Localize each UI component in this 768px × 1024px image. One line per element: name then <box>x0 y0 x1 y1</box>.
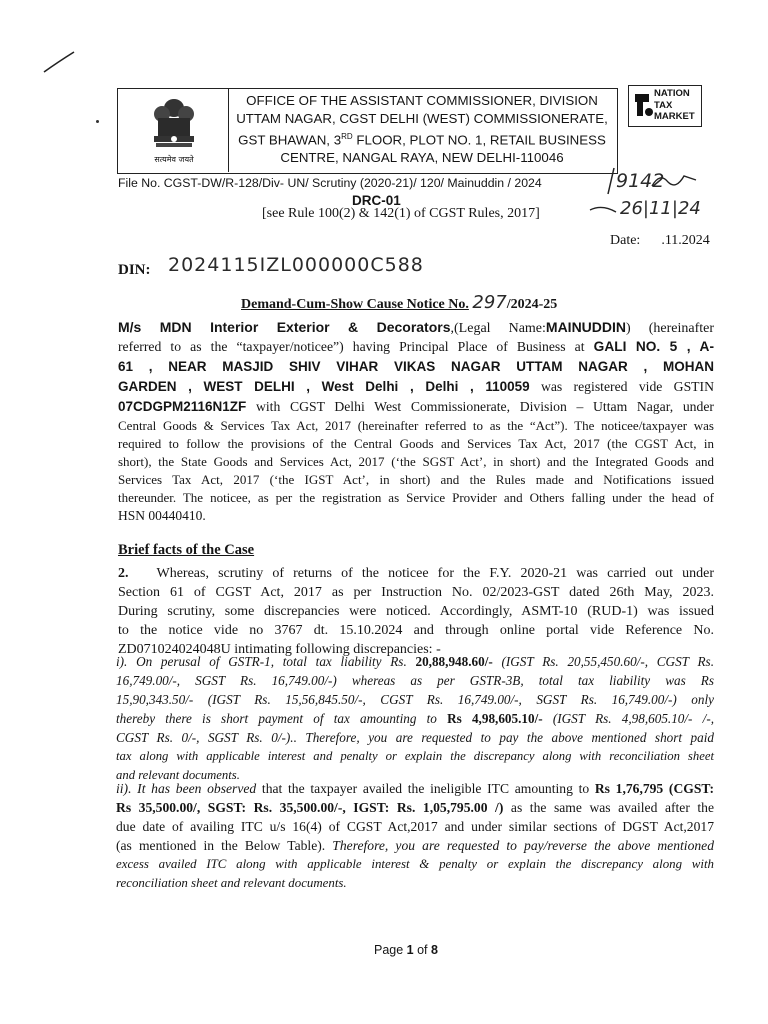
logo-line-3: MARKET <box>654 111 695 122</box>
item1-line-2: 16,749.00/-, SGST Rs. 16,749.00/-) whereas as per GSTR-3B, total tax liability was Rs <box>116 673 714 688</box>
form-title: DRC-01 <box>352 193 401 208</box>
intro-line-4: GARDEN , WEST DELHI , West Delhi , Delhi , 110059 was registered vide GSTIN <box>118 379 714 394</box>
intro-line-3: 61 , NEAR MASJID SHIV VIHAR VIKAS NAGAR UTTAM NAGAR , MOHAN <box>118 359 714 374</box>
header-line-4: CENTRE, NANGAL RAYA, NEW DELHI-110046 <box>280 150 564 166</box>
intro-line-7: required to follow the provisions of the Central Goods and Services Tax Act, 2017 (the CGST Act, in <box>118 436 714 451</box>
intro-line-9: Services Tax Act, 2017 (‘the IGST Act’, in short) and the Rules made and Notifications issued <box>118 472 714 487</box>
notice-title <box>241 292 557 313</box>
page-number: Page 1 of 8 <box>374 943 438 957</box>
logo-mark-icon <box>633 92 653 118</box>
notice-number: 297 <box>472 292 507 313</box>
din-value: 2024115IZL000000C588 <box>168 254 424 276</box>
hand-slash <box>606 166 616 196</box>
intro-line-6: Central Goods & Services Tax Act, 2017 (hereinafter referred to as the “Act”). The noticee/taxpayer was <box>118 418 714 433</box>
brief-facts-heading: Brief facts of the Case <box>118 542 255 558</box>
intro-line-8: short), the State Goods and Services Act, 2017 (‘the SGST Act’, in short) and the Integrated Goods and <box>118 454 714 469</box>
national-emblem <box>136 96 212 166</box>
item2-line-5: excess availed ITC along with applicable interest & penalty or explain the discrepancy along with <box>116 857 714 871</box>
logo-line-1: NATION <box>654 88 690 99</box>
para2-line-1: 2. Whereas, scrutiny of returns of the noticee for the F.Y. 2020-21 was carried out under <box>118 566 714 581</box>
emblem-icon <box>146 96 202 150</box>
nation-tax-market-logo <box>628 85 702 127</box>
item2-line-4: (as mentioned in the Below Table). Therefore, you are requested to pay/reverse the above mentioned <box>116 838 714 853</box>
item1-line-3: 15,90,343.50/- (IGST Rs. 15,56,845.50/-, CGST Rs. 16,749.00/-, SGST Rs. 16,749.00/-) only <box>116 692 714 707</box>
date-label: Date: <box>610 233 641 248</box>
item1-line-5: CGST Rs. 0/-, SGST Rs. 0/-).. Therefore, you are requested to pay the above mentioned short paid <box>116 730 714 745</box>
item2-line-2: Rs 35,500.00/, SGST: Rs. 35,500.00/-, IGST: Rs. 1,05,795.00 /) as the same was availed after the <box>116 800 715 815</box>
discrepancy-item-1 <box>116 654 714 787</box>
pen-mark <box>40 48 80 76</box>
logo-line-2: TAX <box>654 99 673 111</box>
paragraph-2 <box>118 566 714 661</box>
date-value: .11.2024 <box>661 233 710 248</box>
din-label: DIN: <box>118 262 151 278</box>
ink-dot <box>96 120 99 123</box>
form-rule: [see Rule 100(2) & 142(1) of CGST Rules, 2017] <box>262 206 540 221</box>
emblem-caption: सत्यमेव जयते <box>154 155 194 164</box>
file-number: File No. CGST-DW/R-128/Div- UN/ Scrutiny (2020-21)/ 120/ Mainuddin / 2024 <box>118 176 542 190</box>
intro-paragraph <box>118 319 714 526</box>
date-row <box>610 233 710 249</box>
hand-arrow <box>588 200 618 218</box>
item1-line-1: i). On perusal of GSTR-1, total tax liability Rs. 20,88,948.60/- (IGST Rs. 20,55,450.60/-, CGST Rs. <box>116 654 714 669</box>
header-line-2: UTTAM NAGAR, CGST DELHI (WEST) COMMISSIONERATE, <box>236 111 608 126</box>
item2-line-3: due date of availing ITC u/s 16(4) of CGST Act,2017 and under similar sections of DGST Act,2017 <box>116 819 714 834</box>
item1-line-6: tax along with applicable interest and penalty or explain the discrepancy along with reconciliation sheet <box>116 749 714 763</box>
item2-line-1: ii). It has been observed that the taxpayer availed the ineligible ITC amounting to Rs 1,76,795 (CGST: <box>116 781 714 796</box>
office-address <box>233 92 611 167</box>
notice-title-text: Demand-Cum-Show Cause Notice No. <box>241 297 469 312</box>
para2-line-5: ZD071024024048U intimating following discrepancies: - <box>118 642 441 657</box>
intro-line-5: 07CDGPM2116N1ZF with CGST Delhi West Commissionerate, Division – Uttam Nagar, under <box>118 399 714 414</box>
intro-line-2: referred to as the “taxpayer/noticee”) having Principal Place of Business at GALI NO. 5 , A- <box>118 339 715 354</box>
header-divider <box>228 88 229 172</box>
para2-line-3: During scrutiny, some discrepancies were noticed. Accordingly, ASMT-10 (RUD-1) was issued <box>118 604 714 619</box>
notice-year: /2024-25 <box>506 297 558 312</box>
handwritten-date: 26|11|24 <box>620 198 701 219</box>
para2-line-2: Section 61 of CGST Act, 2017 as per Instruction No. 02/2023-GST dated 26th May, 2023. <box>118 585 714 600</box>
discrepancy-item-2 <box>116 781 714 895</box>
item1-line-7: and relevant documents. <box>116 768 240 782</box>
handwritten-number: 9142 <box>616 170 665 192</box>
header-line-1: OFFICE OF THE ASSISTANT COMMISSIONER, DIVISION <box>246 93 598 108</box>
intro-line-1: M/s MDN Interior Exterior & Decorators,(Legal Name:MAINUDDIN) (hereinafter <box>118 319 714 336</box>
header-line-3: GST BHAWAN, 3RD FLOOR, PLOT NO. 1, RETAIL BUSINESS <box>238 132 606 148</box>
item2-line-6: reconciliation sheet and relevant documents. <box>116 876 347 890</box>
intro-line-10: thereunder. The noticee, as per the registration as Service Provider and Others falling under the head of <box>118 490 714 505</box>
hand-squiggle <box>650 168 700 194</box>
intro-line-11: HSN 00440410. <box>118 508 206 523</box>
para2-line-4: to the notice vide no 3767 dt. 15.10.2024 and through online portal vide Reference No. <box>118 623 714 638</box>
item1-line-4: thereby there is short payment of tax amounting to Rs 4,98,605.10/- (IGST Rs. 4,98,605.10/- /-, <box>116 711 715 726</box>
